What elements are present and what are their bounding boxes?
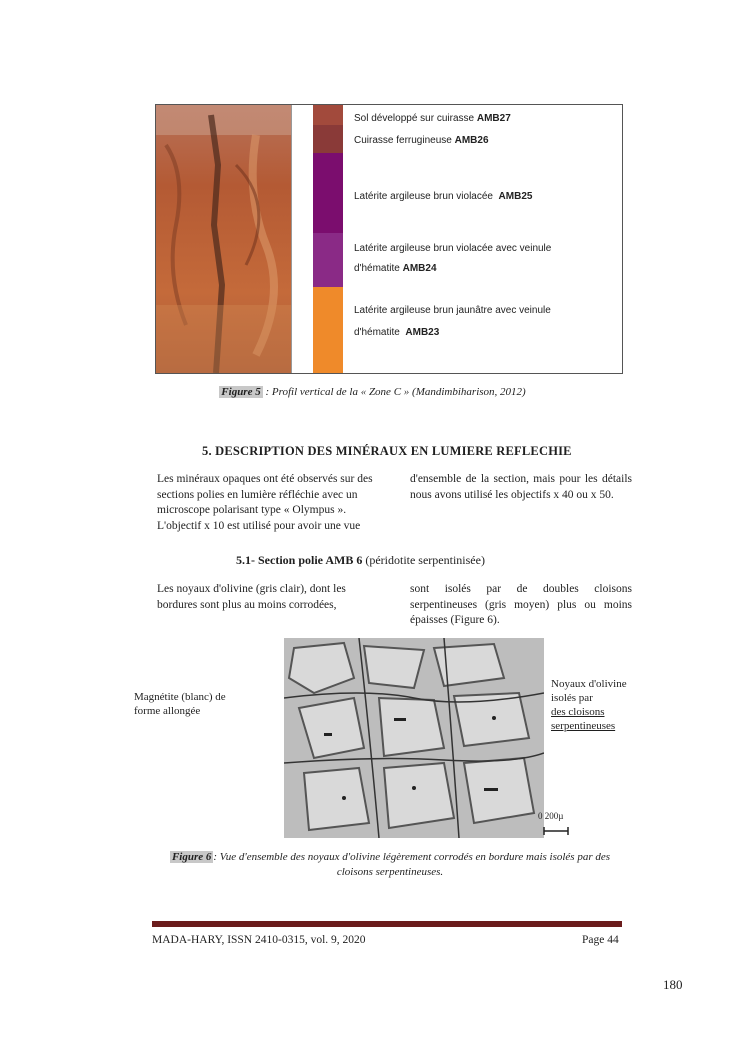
layer-label-amb24: Latérite argileuse brun violacée avec veinule <box>354 243 552 254</box>
page-number: 180 <box>663 977 683 992</box>
figure5-caption-text: : Profil vertical de la « Zone C » (Mandimbiharison, 2012) <box>262 386 526 398</box>
figure6-annotation-left: Magnétite (blanc) de forme allongée <box>134 691 226 717</box>
depth-scale <box>291 105 312 373</box>
figure6-caption-lead: Figure 6 <box>171 851 212 863</box>
layer-band-amb23 <box>313 287 343 373</box>
micrograph-image <box>284 638 544 838</box>
layer-label-amb25: Latérite argileuse brun violacée AMB25 <box>354 191 533 202</box>
section51-paragraph-right: sont isolés par de doubles cloisons serpentineuses (gris moyen) plus ou moins épaisses (Figure 6). <box>410 583 632 626</box>
layer-band-amb25 <box>313 153 343 233</box>
section51-heading: 5.1- Section polie AMB 6 (péridotite serpentinisée) <box>236 553 485 567</box>
section5-heading: 5. DESCRIPTION DES MINÉRAUX EN LUMIERE REFLECHIE <box>202 444 572 458</box>
layer-band-amb26 <box>313 125 343 153</box>
profile-column <box>313 105 343 373</box>
figure5-caption-lead: Figure 5 <box>221 386 261 398</box>
footer-page: Page 44 <box>582 934 619 946</box>
soil-profile-photo <box>156 105 291 373</box>
figure6-scale-bar-label: 0 200µ <box>538 811 564 821</box>
layer-band-amb24 <box>313 233 343 287</box>
layer-label-amb24-line2: d'hématite AMB24 <box>354 263 437 274</box>
footer-bar <box>152 921 622 927</box>
figure6-caption-text: : Vue d'ensemble des noyaux d'olivine légèrement corrodés en bordure mais isolés par des cloisons serpentineuses. <box>213 851 611 878</box>
figure6-scale-bar <box>543 826 569 836</box>
layer-label-amb26: Cuirasse ferrugineuse AMB26 <box>354 135 489 146</box>
section5-paragraph-left: Les minéraux opaques ont été observés sur des sections polies en lumière réfléchie avec un microscope polarisant type « Olympus ». L'objectif x 10 est utilisé pour avoir une vue <box>157 473 373 532</box>
layer-label-amb27: Sol développé sur cuirasse AMB27 <box>354 113 511 124</box>
section51-paragraph-left: Les noyaux d'olivine (gris clair), dont les bordures sont plus au moins corrodées, <box>157 583 346 611</box>
layer-band-amb27 <box>313 105 343 125</box>
section5-paragraph-right: d'ensemble de la section, mais pour les détails nous avons utilisé les objectifs x 40 ou x 50. <box>410 473 632 501</box>
layer-label-amb23-line2: d'hématite AMB23 <box>354 327 440 338</box>
figure5-caption <box>0 386 745 398</box>
footer-journal: MADA-HARY, ISSN 2410-0315, vol. 9, 2020 <box>152 934 366 946</box>
figure6-annotation-right: Noyaux d'olivine isolés par des cloisons serpentineuses <box>551 678 627 732</box>
figure6-caption <box>160 850 620 880</box>
figure5-panel <box>155 104 623 374</box>
layer-label-amb23: Latérite argileuse brun jaunâtre avec veinule <box>354 305 551 316</box>
